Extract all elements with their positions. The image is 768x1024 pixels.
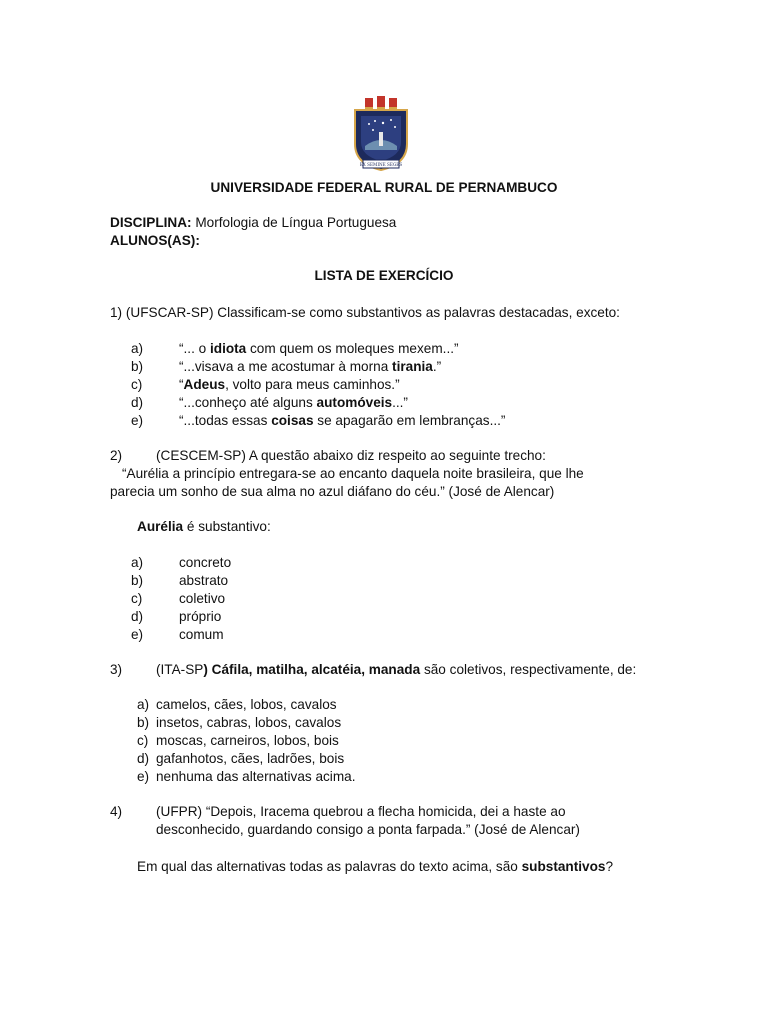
- torch-flames: [365, 96, 397, 110]
- list-title: LISTA DE EXERCÍCIO: [314, 268, 454, 283]
- q3-option-a: a) camelos, cães, lobos, cavalos: [137, 697, 337, 712]
- q3-option-d: d) gafanhotos, cães, ladrões, bois: [137, 751, 345, 766]
- discipline-line: [110, 214, 396, 232]
- q2-intro: (CESCEM-SP) A questão abaixo diz respeito ao seguinte trecho:: [156, 448, 546, 463]
- q2-quote-line-2: parecia um sonho de sua alma no azul diáfano do céu.” (José de Alencar): [110, 484, 555, 499]
- q2-quote-line-1: “Aurélia a princípio entregara-se ao encanto daquela noite brasileira, que lhe: [122, 466, 584, 481]
- question-2: [110, 447, 546, 465]
- q4-line-1: (UFPR) “Depois, Iracema quebrou a flecha homicida, dei a haste ao: [156, 804, 566, 819]
- q3-option-c: c) moscas, carneiros, lobos, bois: [137, 733, 339, 748]
- university-seal: [349, 94, 413, 176]
- q1-number: 1): [110, 305, 123, 320]
- question-3: [110, 661, 637, 679]
- q4-question: Em qual das alternativas todas as palavras do texto acima, são substantivos?: [137, 859, 614, 874]
- q3-number: 3): [110, 662, 123, 677]
- q2-number: 2): [110, 448, 123, 463]
- q1-text: (UFSCAR-SP) Classificam-se como substantivos as palavras destacadas, exceto:: [125, 305, 620, 320]
- question-1: [110, 304, 620, 322]
- q4-line-2: desconhecido, guardando consigo a ponta farpada.” (José de Alencar): [156, 822, 580, 837]
- discipline-label: DISCIPLINA:: [110, 215, 192, 230]
- university-name: UNIVERSIDADE FEDERAL RURAL DE PERNAMBUCO: [210, 180, 558, 195]
- discipline-value: Morfologia de Língua Portuguesa: [195, 215, 397, 230]
- q3-option-b: b) insetos, cabras, lobos, cavalos: [137, 715, 342, 730]
- seal-motto: EX SEMINE SEGES: [359, 162, 403, 167]
- q2-prompt: Aurélia é substantivo:: [137, 519, 271, 534]
- students-label: ALUNOS(AS):: [110, 233, 200, 248]
- q3-text: (ITA-SP) Cáfila, matilha, alcatéia, manada são coletivos, respectivamente, de:: [156, 662, 637, 677]
- q3-option-e: e) nenhuma das alternativas acima.: [137, 769, 356, 784]
- question-4: [110, 803, 566, 821]
- q4-number: 4): [110, 804, 123, 819]
